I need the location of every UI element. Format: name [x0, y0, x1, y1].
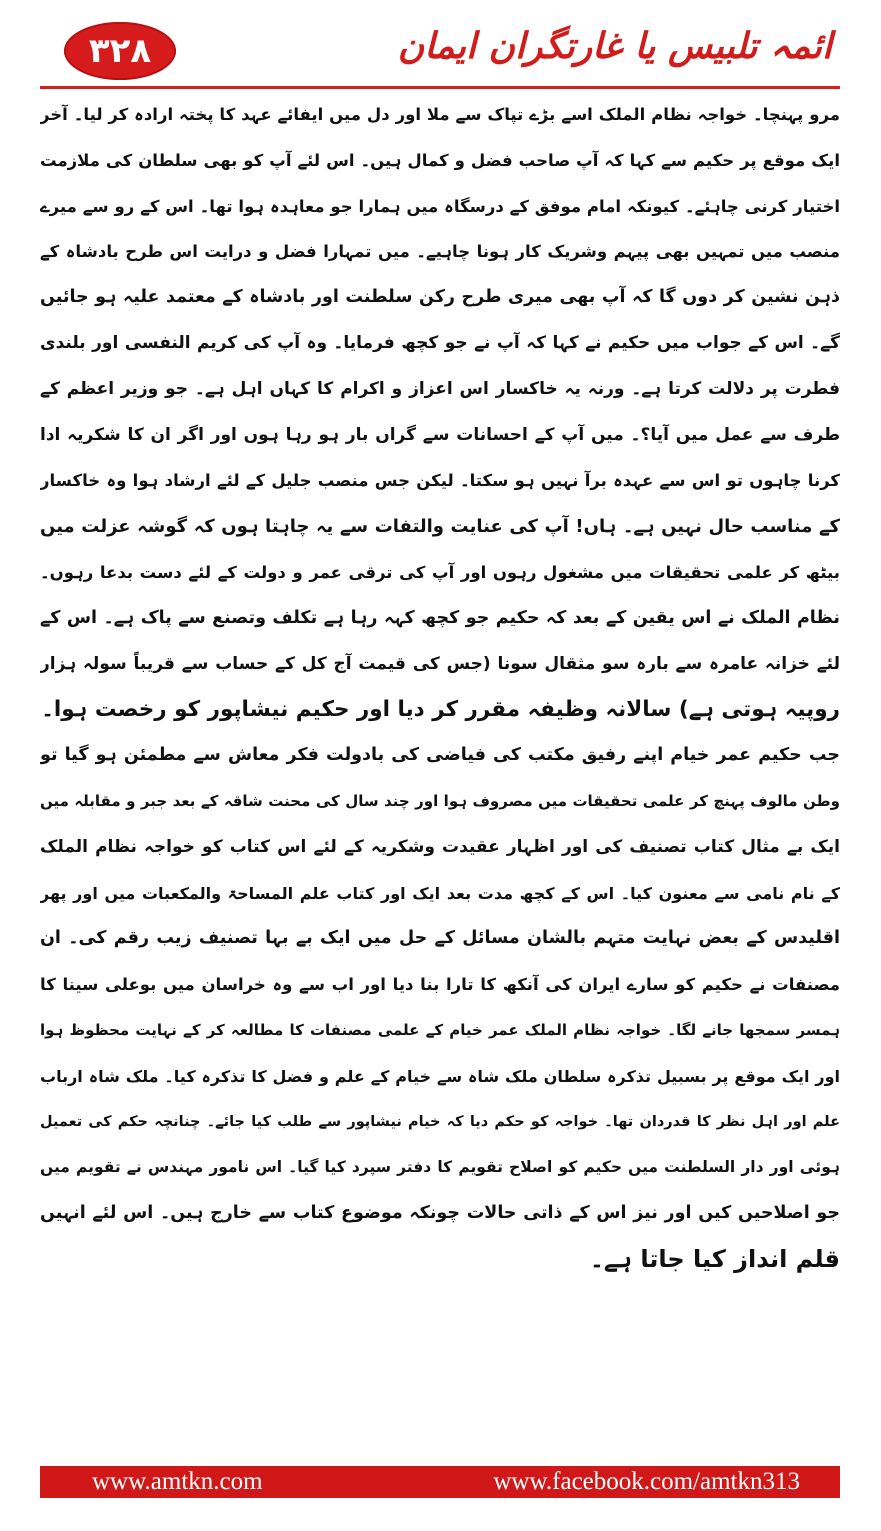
text-line: وطن مالوف پہنچ کر علمی تحقیقات میں مصروف ہوا اور چند سال کی محنت شاقہ کے بعد جبر و مقابلہ میں	[40, 791, 840, 810]
text-line: گے۔ اس کے جواب میں حکیم نے کہا کہ آپ نے جو کچھ فرمایا۔ وہ آپ کی کریم النفسی اور بلندی	[40, 332, 840, 353]
website-link[interactable]: www.amtkn.com	[92, 1468, 263, 1495]
book-title: ائمہ تلبیس یا غارتگران ایمان	[397, 26, 832, 67]
text-line: روپیہ ہوتی ہے) سالانہ وظیفہ مقرر کر دیا اور حکیم نیشاپور کو رخصت ہوا۔	[41, 697, 840, 723]
text-line: کے مناسب حال نہیں ہے۔ ہاں! آپ کی عنایت والتفات سے یہ چاہتا ہوں کہ گوشہ عزلت میں	[40, 516, 840, 538]
text-line: علم اور اہل نظر کا قدردان تھا۔ خواجہ کو حکم دیا کہ خیام نیشاپور سے طلب کیا جائے۔ چنانچہ حکم کی تعمیل	[40, 1113, 840, 1130]
text-line: طرف سے عمل میں آیا؟۔ میں آپ کے احسانات سے گراں بار ہو رہا ہوں اور اگر ان کا شکریہ ادا	[40, 424, 840, 445]
text-line: ہمسر سمجھا جانے لگا۔ خواجہ نظام الملک عمر خیام کے علمی مصنفات کا مطالعہ کر کے نہایت محظوظ ہوا	[40, 1020, 840, 1039]
text-line: مصنفات نے حکیم کو سارے ایران کی آنکھ کا تارا بنا دیا اور اب سے وہ خراسان میں بوعلی سینا کا	[40, 975, 840, 995]
text-line: مرو پہنچا۔ خواجہ نظام الملک اسے بڑے تپاک سے ملا اور دل میں ایفائے عہد کا پختہ ارادہ کر لیا۔ آخر	[40, 105, 840, 124]
text-line: منصب میں تمہیں بھی پیہم وشریک کار ہونا چاہیے۔ میں تمہارا فضل و درایت اس طرح بادشاہ کے	[40, 242, 840, 262]
page-header	[40, 18, 840, 88]
text-line: ذہن نشین کر دوں گا کہ آپ بھی میری طرح رکن سلطنت اور بادشاہ کے معتمد علیہ ہو جائیں	[40, 287, 840, 308]
page-footer	[40, 1466, 840, 1498]
text-line: لئے خزانہ عامرہ سے بارہ سو مثقال سونا (جس کی قیمت آج کل کے حساب سے قریباً سولہ ہزار	[40, 653, 840, 674]
header-divider	[40, 86, 840, 89]
text-line: قلم انداز کیا جاتا ہے۔	[589, 1244, 840, 1273]
page-number-badge: ۳۲۸	[64, 22, 176, 80]
text-line: ایک بے مثال کتاب تصنیف کی اور اظہار عقیدت وشکریہ کے لئے اس کتاب کو خواجہ نظام الملک	[40, 836, 840, 857]
page-body	[40, 92, 840, 1452]
text-line: اختیار کرنی چاہئے۔ کیونکہ امام موفق کے درسگاہ میں ہمارا جو معاہدہ ہوا تھا۔ اس کے رو سے میرے	[40, 196, 840, 216]
facebook-link[interactable]: www.facebook.com/amtkn313	[493, 1468, 800, 1495]
text-line: اقلیدس کے بعض نہایت متہم بالشان مسائل کے حل میں ایک بے بہا تصنیف زیب رقم کی۔ ان	[40, 928, 840, 949]
text-line: کے نام نامی سے معنون کیا۔ اس کے کچھ مدت بعد ایک اور کتاب علم المساحۃ والمکعبات میں اور پھر	[40, 883, 840, 903]
text-line: ایک موقع پر حکیم سے کہا کہ آپ صاحب فضل و کمال ہیں۔ اس لئے آپ کو بھی سلطان کی ملازمت	[40, 150, 840, 170]
text-line: اور ایک موقع پر بسبیل تذکرہ سلطان ملک شاہ سے خیام کے علم و فضل کا تذکرہ کیا۔ ملک شاہ ارباب	[40, 1066, 840, 1086]
text-line: فطرت پر دلالت کرتا ہے۔ ورنہ یہ خاکسار اس اعزاز و اکرام کا کہاں اہل ہے۔ جو وزیر اعظم کے	[40, 378, 840, 399]
text-line: جب حکیم عمر خیام اپنے رفیق مکتب کی فیاضی کی بادولت فکر معاش سے مطمئن ہو گیا تو	[40, 745, 840, 766]
text-line: کرنا چاہوں تو اس سے عہدہ برآ نہیں ہو سکتا۔ لیکن جس منصب جلیل کے لئے ارشاد ہوا وہ خاکسار	[40, 471, 840, 491]
text-line: بیٹھ کر علمی تحقیقات میں مشغول رہوں اور آپ کی ترقی عمر و دولت کے لئے دست بدعا رہوں۔	[40, 562, 840, 582]
text-line: نظام الملک نے اس یقین کے بعد کہ حکیم جو کچھ کہہ رہا ہے تکلف وتصنع سے پاک ہے۔ اس کے	[40, 607, 840, 628]
text-line: جو اصلاحیں کیں اور نیز اس کے ذاتی حالات چونکہ موضوع کتاب سے خارج ہیں۔ اس لئے انہیں	[40, 1203, 840, 1224]
text-line: ہوئی اور دار السلطنت میں حکیم کو اصلاح تقویم کا دفتر سپرد کیا گیا۔ اس نامور مہندس نے تقویم میں	[40, 1158, 840, 1177]
